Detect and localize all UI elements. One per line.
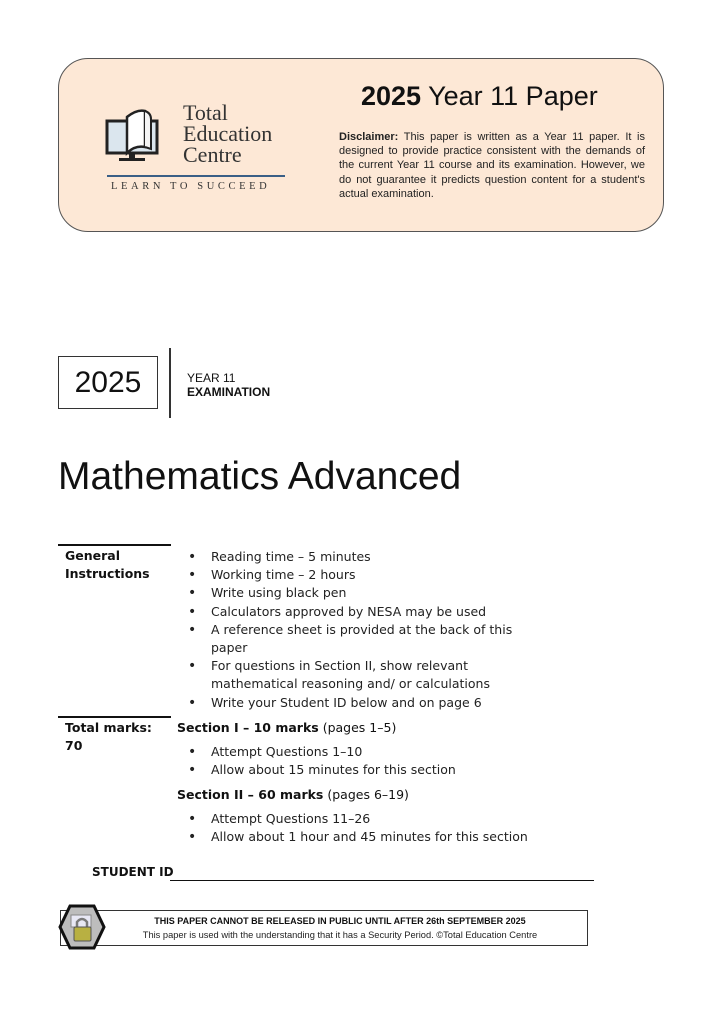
padlock-icon (58, 904, 106, 950)
list-item: • For questions in Section II, show relevant mathematical reasoning and/ or calculations (188, 657, 541, 693)
section-1-list (188, 743, 541, 779)
logo-wordmark: Total Education Centre (183, 100, 273, 167)
list-item: • A reference sheet is provided at the back of this paper (188, 621, 541, 657)
total-marks-value: 70 (65, 738, 83, 753)
section-rule (58, 544, 171, 546)
general-instructions-list (188, 548, 541, 712)
exam-year-box: 2025 (58, 356, 158, 409)
student-id-label: STUDENT ID (92, 865, 174, 879)
subject-title: Mathematics Advanced (58, 455, 462, 498)
list-item: • Write using black pen (188, 584, 541, 602)
list-item: • Working time – 2 hours (188, 566, 541, 584)
paper-year: 2025 (361, 81, 422, 111)
logo-tagline: LEARN TO SUCCEED (111, 181, 271, 192)
total-marks-label: Total marks: 70 (65, 720, 152, 753)
security-release-date: THIS PAPER CANNOT BE RELEASED IN PUBLIC UNTIL AFTER 26th SEPTEMBER 2025 (154, 916, 526, 926)
header-banner (58, 58, 664, 232)
disclaimer (339, 130, 645, 201)
logo (105, 99, 290, 199)
disclaimer-label: Disclaimer: (339, 131, 399, 143)
list-item: • Reading time – 5 minutes (188, 548, 541, 566)
exam-level: YEAR 11 (187, 371, 236, 385)
book-monitor-icon (105, 107, 167, 163)
general-instructions-label: General Instructions (65, 548, 150, 581)
list-item: • Allow about 1 hour and 45 minutes for this section (188, 828, 541, 846)
section-1-heading: Section I – 10 marks (pages 1–5) (177, 720, 397, 735)
security-period-note: This paper is used with the understanding that it has a Security Period. ©Total Education Centre (142, 930, 538, 940)
section-2-list (188, 810, 541, 846)
vertical-divider (169, 348, 171, 418)
paper-title-text: Year 11 Paper (428, 81, 598, 111)
list-item: • Attempt Questions 1–10 (188, 743, 541, 761)
list-item: • Write your Student ID below and on page 6 (188, 694, 541, 712)
section-rule (58, 716, 171, 718)
section-2-heading: Section II – 60 marks (pages 6–19) (177, 787, 409, 802)
disclaimer-text: This paper is written as a Year 11 paper. It is designed to provide practice consistent with the demands of the current Year 11 course and its examination. However, we do not guarantee it predicts question content for a student's actual examination. (339, 131, 645, 200)
exam-label (187, 371, 270, 399)
list-item: • Calculators approved by NESA may be used (188, 603, 541, 621)
paper-title (361, 81, 598, 112)
student-id-field[interactable] (170, 880, 594, 881)
exam-type: EXAMINATION (187, 385, 271, 399)
list-item: • Allow about 15 minutes for this section (188, 761, 541, 779)
logo-rule (107, 175, 285, 177)
list-item: • Attempt Questions 11–26 (188, 810, 541, 828)
